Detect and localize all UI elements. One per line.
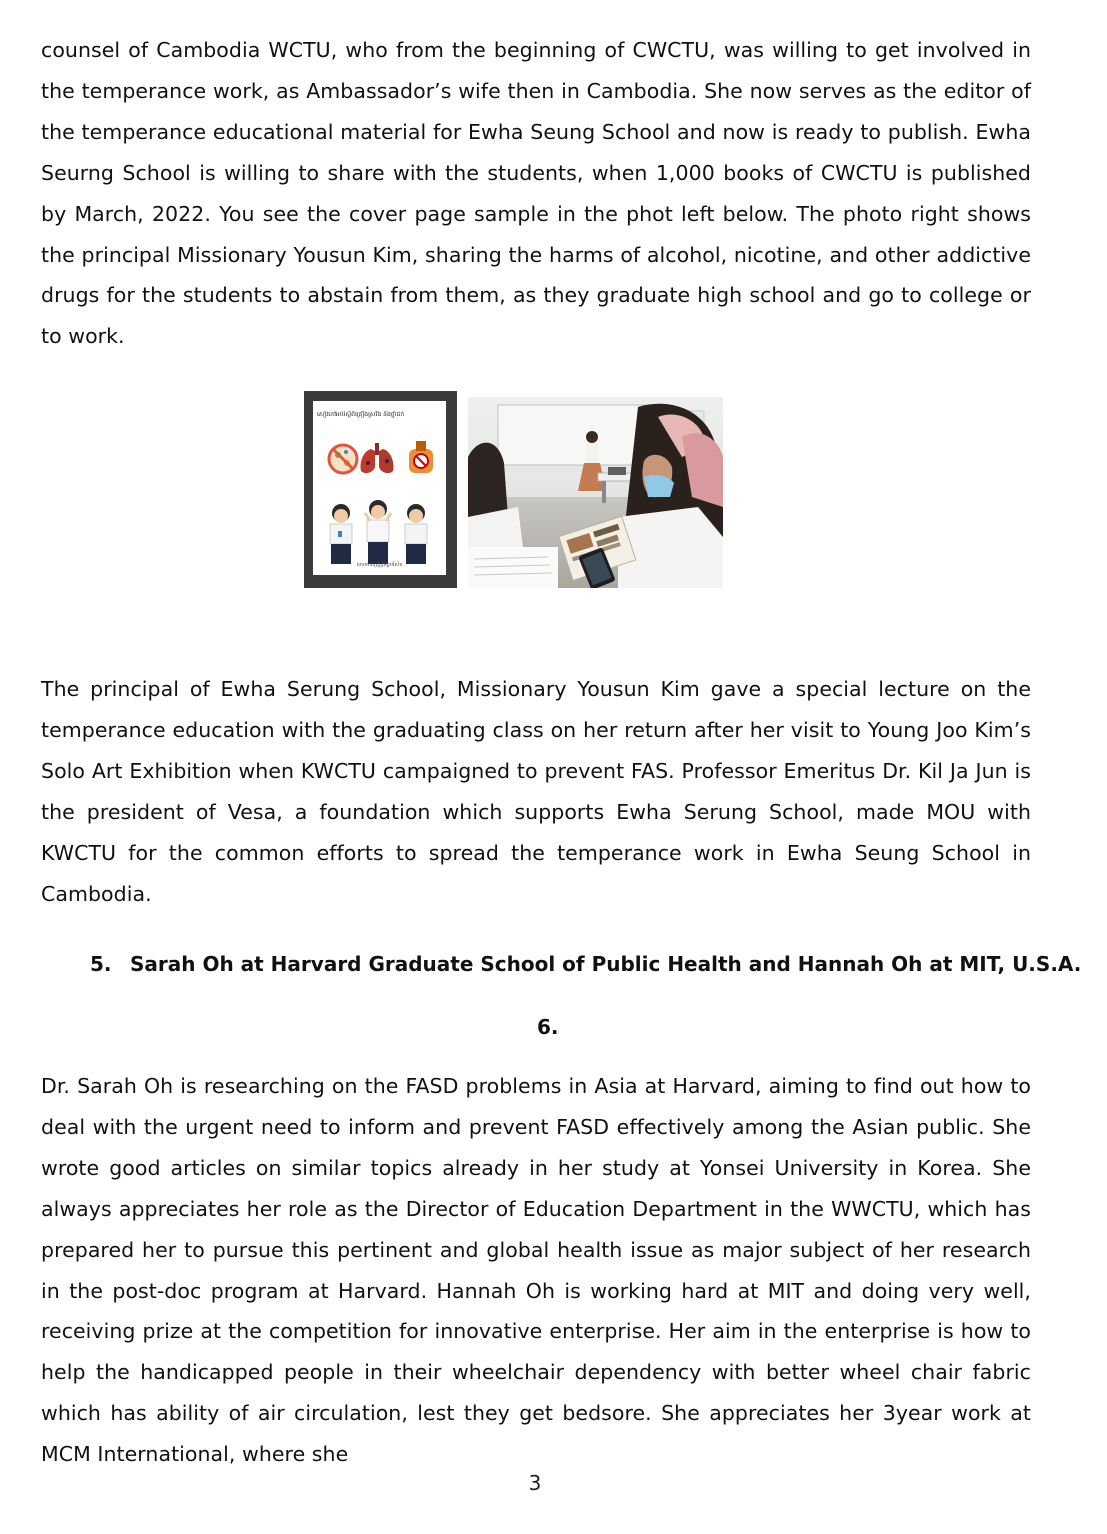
no-germs-icon bbox=[329, 445, 357, 473]
book-cover-page bbox=[313, 401, 446, 575]
section-number: 5. bbox=[90, 952, 112, 976]
section-heading bbox=[90, 952, 1081, 976]
students-illustration bbox=[330, 500, 427, 564]
book-cover-title: សៀវភៅអប់រំស្តីពីគ្រឿងស្រវឹង និងថ្នាំជក់ bbox=[317, 411, 405, 418]
lungs-icon bbox=[360, 443, 393, 473]
book-cover-photo bbox=[304, 391, 457, 588]
classroom-photo bbox=[468, 397, 723, 588]
bottle-icon bbox=[409, 441, 433, 473]
section-title: Sarah Oh at Harvard Graduate School of Public Health and Hannah Oh at MIT, U.S.A. bbox=[130, 952, 1082, 976]
paragraph-temperance-editor: counsel of Cambodia WCTU, who from the beginning of CWCTU, was willing to get involved in the temperance work, as Ambassador’s wife then in Cambodia. She now serves as the editor of the temperance educational material for Ewha Seung School and now is ready to publish. Ewha Seurng School is willing to share with the students, when 1,000 books of CWCTU is published by March, 2022. You see the cover page sample in the phot left below. The photo right shows the principal Missionary Yousun Kim, sharing the harms of alcohol, nicotine, and other addictive drugs for the students to abstain from them, as they graduate high school and go to college or to work. bbox=[41, 38, 1031, 349]
paragraph-principal-lecture: The principal of Ewha Serung School, Missionary Yousun Kim gave a special lecture on the temperance education with the graduating class on her return after her visit to Young Joo Kim’s Solo Art Exhibition when KWCTU campaigned to prevent FAS. Professor Emeritus Dr. Kil Ja Jun is the president of Vesa, a foundation which supports Ewha Serung School, made MOU with KWCTU for the common efforts to spread the temperance work in Ewha Seung School in Cambodia. bbox=[41, 677, 1031, 906]
next-section-number: 6. bbox=[537, 1015, 559, 1039]
classroom-scene bbox=[468, 397, 723, 588]
book-cover-footer: សហភាពស្ត្រីគ្រិស្តបរិស័ទ bbox=[356, 562, 403, 568]
paragraph-sarah-hannah-oh: Dr. Sarah Oh is researching on the FASD problems in Asia at Harvard, aiming to find out how to deal with the urgent need to inform and prevent FASD effectively among the Asian public. She wrote good articles on similar topics already in her study at Yonsei University in Korea. She always appreciates her role as the Director of Education Department in the WWCTU, which has prepared her to pursue this pertinent and global health issue as major subject of her research in the post-doc program at Harvard. Hannah Oh is working hard at MIT and doing very well, receiving prize at the competition for innovative enterprise. Her aim in the enterprise is how to help the handicapped people in their wheelchair dependency with better wheel chair fabric which has ability of air circulation, lest they get bedsore. She appreciates her 3year work at MCM International, where she bbox=[41, 1074, 1031, 1467]
book-cover-illustration bbox=[313, 401, 446, 575]
page-number: 3 bbox=[528, 1471, 542, 1495]
